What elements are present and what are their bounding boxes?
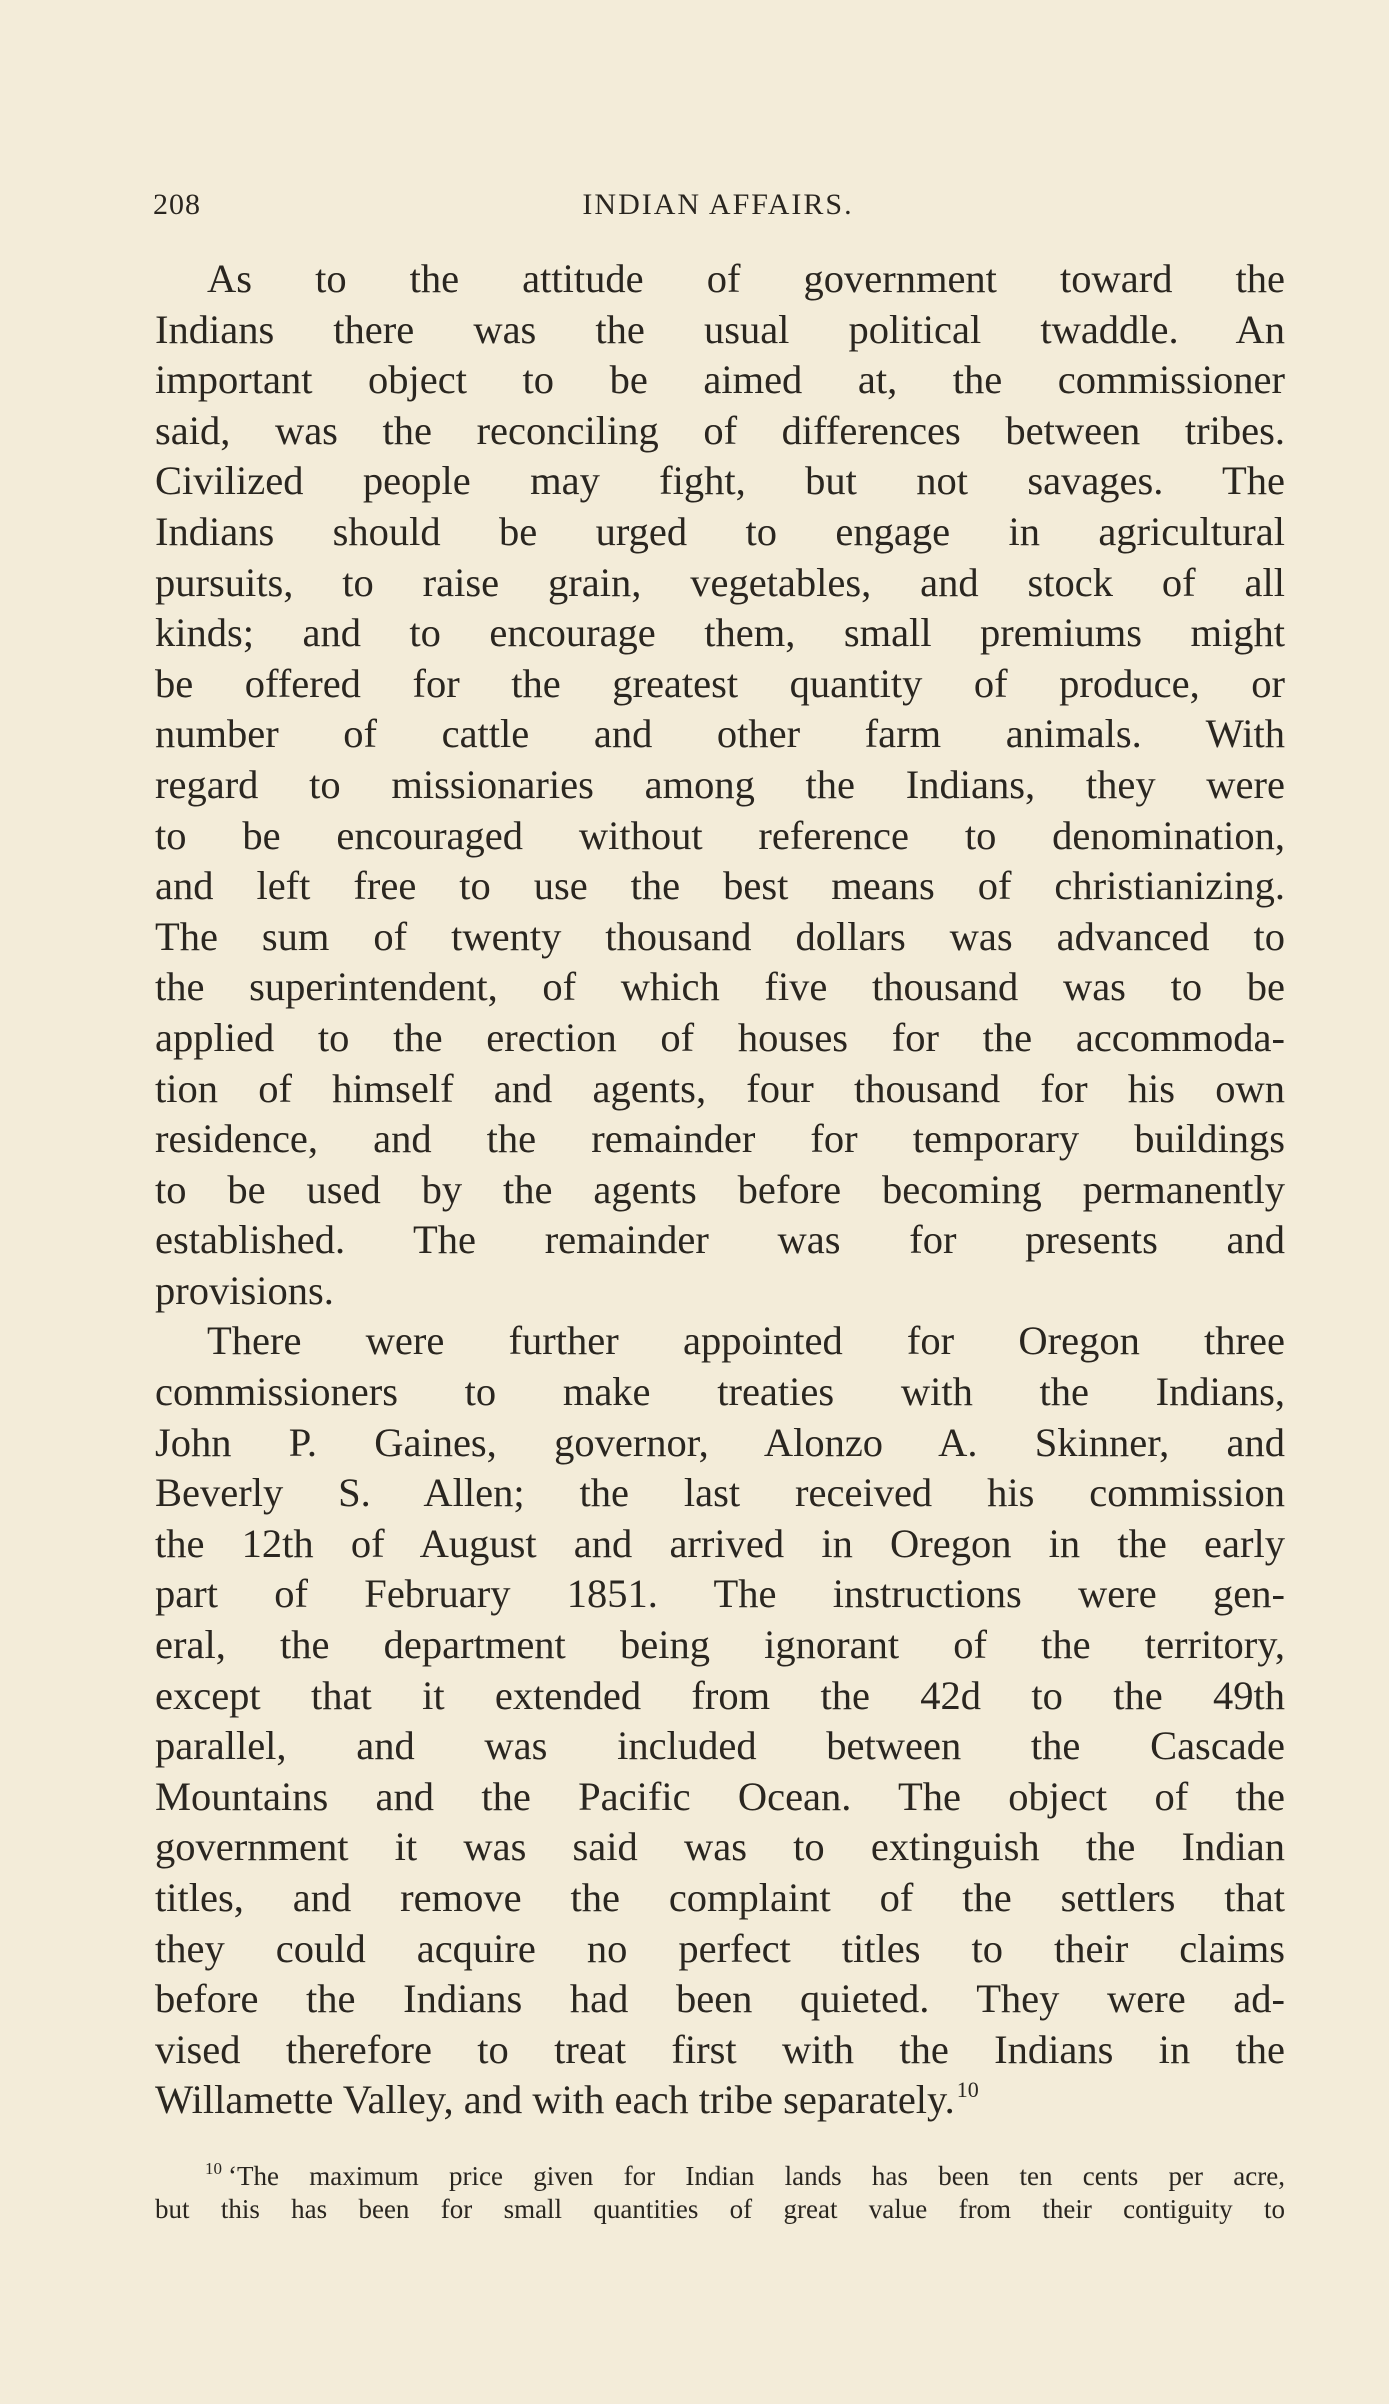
text-line: be offered for the greatest quantity of produce, or xyxy=(155,660,1285,706)
footnote xyxy=(155,2160,1285,2226)
text-line: applied to the erection of houses for the accommoda- xyxy=(155,1014,1285,1060)
text-line: tion of himself and agents, four thousand for his own xyxy=(155,1065,1285,1111)
text-line: and left free to use the best means of christianizing. xyxy=(155,863,1285,909)
text-line: Indians there was the usual political twaddle. An xyxy=(155,306,1285,352)
text-line: The sum of twenty thousand dollars was advanced to xyxy=(155,913,1285,959)
footnote-marker: 10 xyxy=(205,2159,222,2178)
text-line: titles, and remove the complaint of the settlers that xyxy=(155,1875,1285,1920)
text-line-with-footnote-ref xyxy=(155,2075,1285,2126)
text-line: vised therefore to treat first with the Indians in the xyxy=(155,2026,1285,2072)
text-line: parallel, and was included between the Cascade xyxy=(155,1723,1285,1769)
text-line: Beverly S. Allen; the last received his commission xyxy=(155,1470,1285,1516)
text-line: important object to be aimed at, the commissioner xyxy=(155,357,1285,403)
text-line: residence, and the remainder for temporary buildings xyxy=(155,1116,1285,1162)
text-line: government it was said was to extinguish the Indian xyxy=(155,1824,1285,1870)
text-line: Willamette Valley, and with each tribe separately. xyxy=(155,2077,955,2123)
text-line: provisions. xyxy=(155,1267,334,1313)
paragraph-2 xyxy=(155,1316,1285,2126)
text-line: eral, the department being ignorant of the territory, xyxy=(155,1622,1285,1668)
text-line: Indians should be urged to engage in agricultural xyxy=(155,508,1285,554)
text-line: kinds; and to encourage them, small premiums might xyxy=(155,610,1285,656)
text-line: part of February 1851. The instructions were gen- xyxy=(155,1571,1285,1617)
text-line: before the Indians had been quieted. They were ad- xyxy=(155,1976,1285,2022)
text-line: said, was the reconciling of differences between tribes. xyxy=(155,407,1285,453)
paragraph-1 xyxy=(155,254,1285,1316)
page-header xyxy=(153,188,1283,228)
text-line: Civilized people may fight, but not savages. The xyxy=(155,458,1285,504)
text-line: There were further appointed for Oregon three xyxy=(207,1318,1285,1364)
text-line: pursuits, to raise grain, vegetables, and stock of all xyxy=(155,559,1285,605)
text-line: John P. Gaines, governor, Alonzo A. Skinner, and xyxy=(155,1419,1285,1465)
footnote-reference: 10 xyxy=(956,2077,979,2103)
text-line: the superintendent, of which five thousand was to be xyxy=(155,964,1285,1010)
running-title: INDIAN AFFAIRS. xyxy=(582,188,854,221)
body-text xyxy=(155,254,1285,2126)
footnote-line: but this has been for small quantities of great value from their contiguity to xyxy=(155,2194,1285,2224)
text-line: number of cattle and other farm animals. With xyxy=(155,711,1285,757)
text-line: the 12th of August and arrived in Oregon in the early xyxy=(155,1520,1285,1566)
footnote-text: ‘The maximum price given for Indian lands has been ten cents per acre, xyxy=(228,2161,1285,2191)
text-line: Mountains and the Pacific Ocean. The object of the xyxy=(155,1773,1285,1819)
page-number: 208 xyxy=(153,188,201,221)
footnote-line xyxy=(155,2160,1285,2193)
text-line: established. The remainder was for presents and xyxy=(155,1217,1285,1263)
text-line: except that it extended from the 42d to the 49th xyxy=(155,1672,1285,1718)
text-line: As to the attitude of government toward the xyxy=(207,256,1285,301)
text-line: commissioners to make treaties with the Indians, xyxy=(155,1369,1285,1415)
text-line: to be used by the agents before becoming permanently xyxy=(155,1166,1285,1212)
text-line: regard to missionaries among the Indians, they were xyxy=(155,761,1285,807)
text-line: they could acquire no perfect titles to their claims xyxy=(155,1925,1285,1971)
text-line: to be encouraged without reference to denomination, xyxy=(155,812,1285,858)
